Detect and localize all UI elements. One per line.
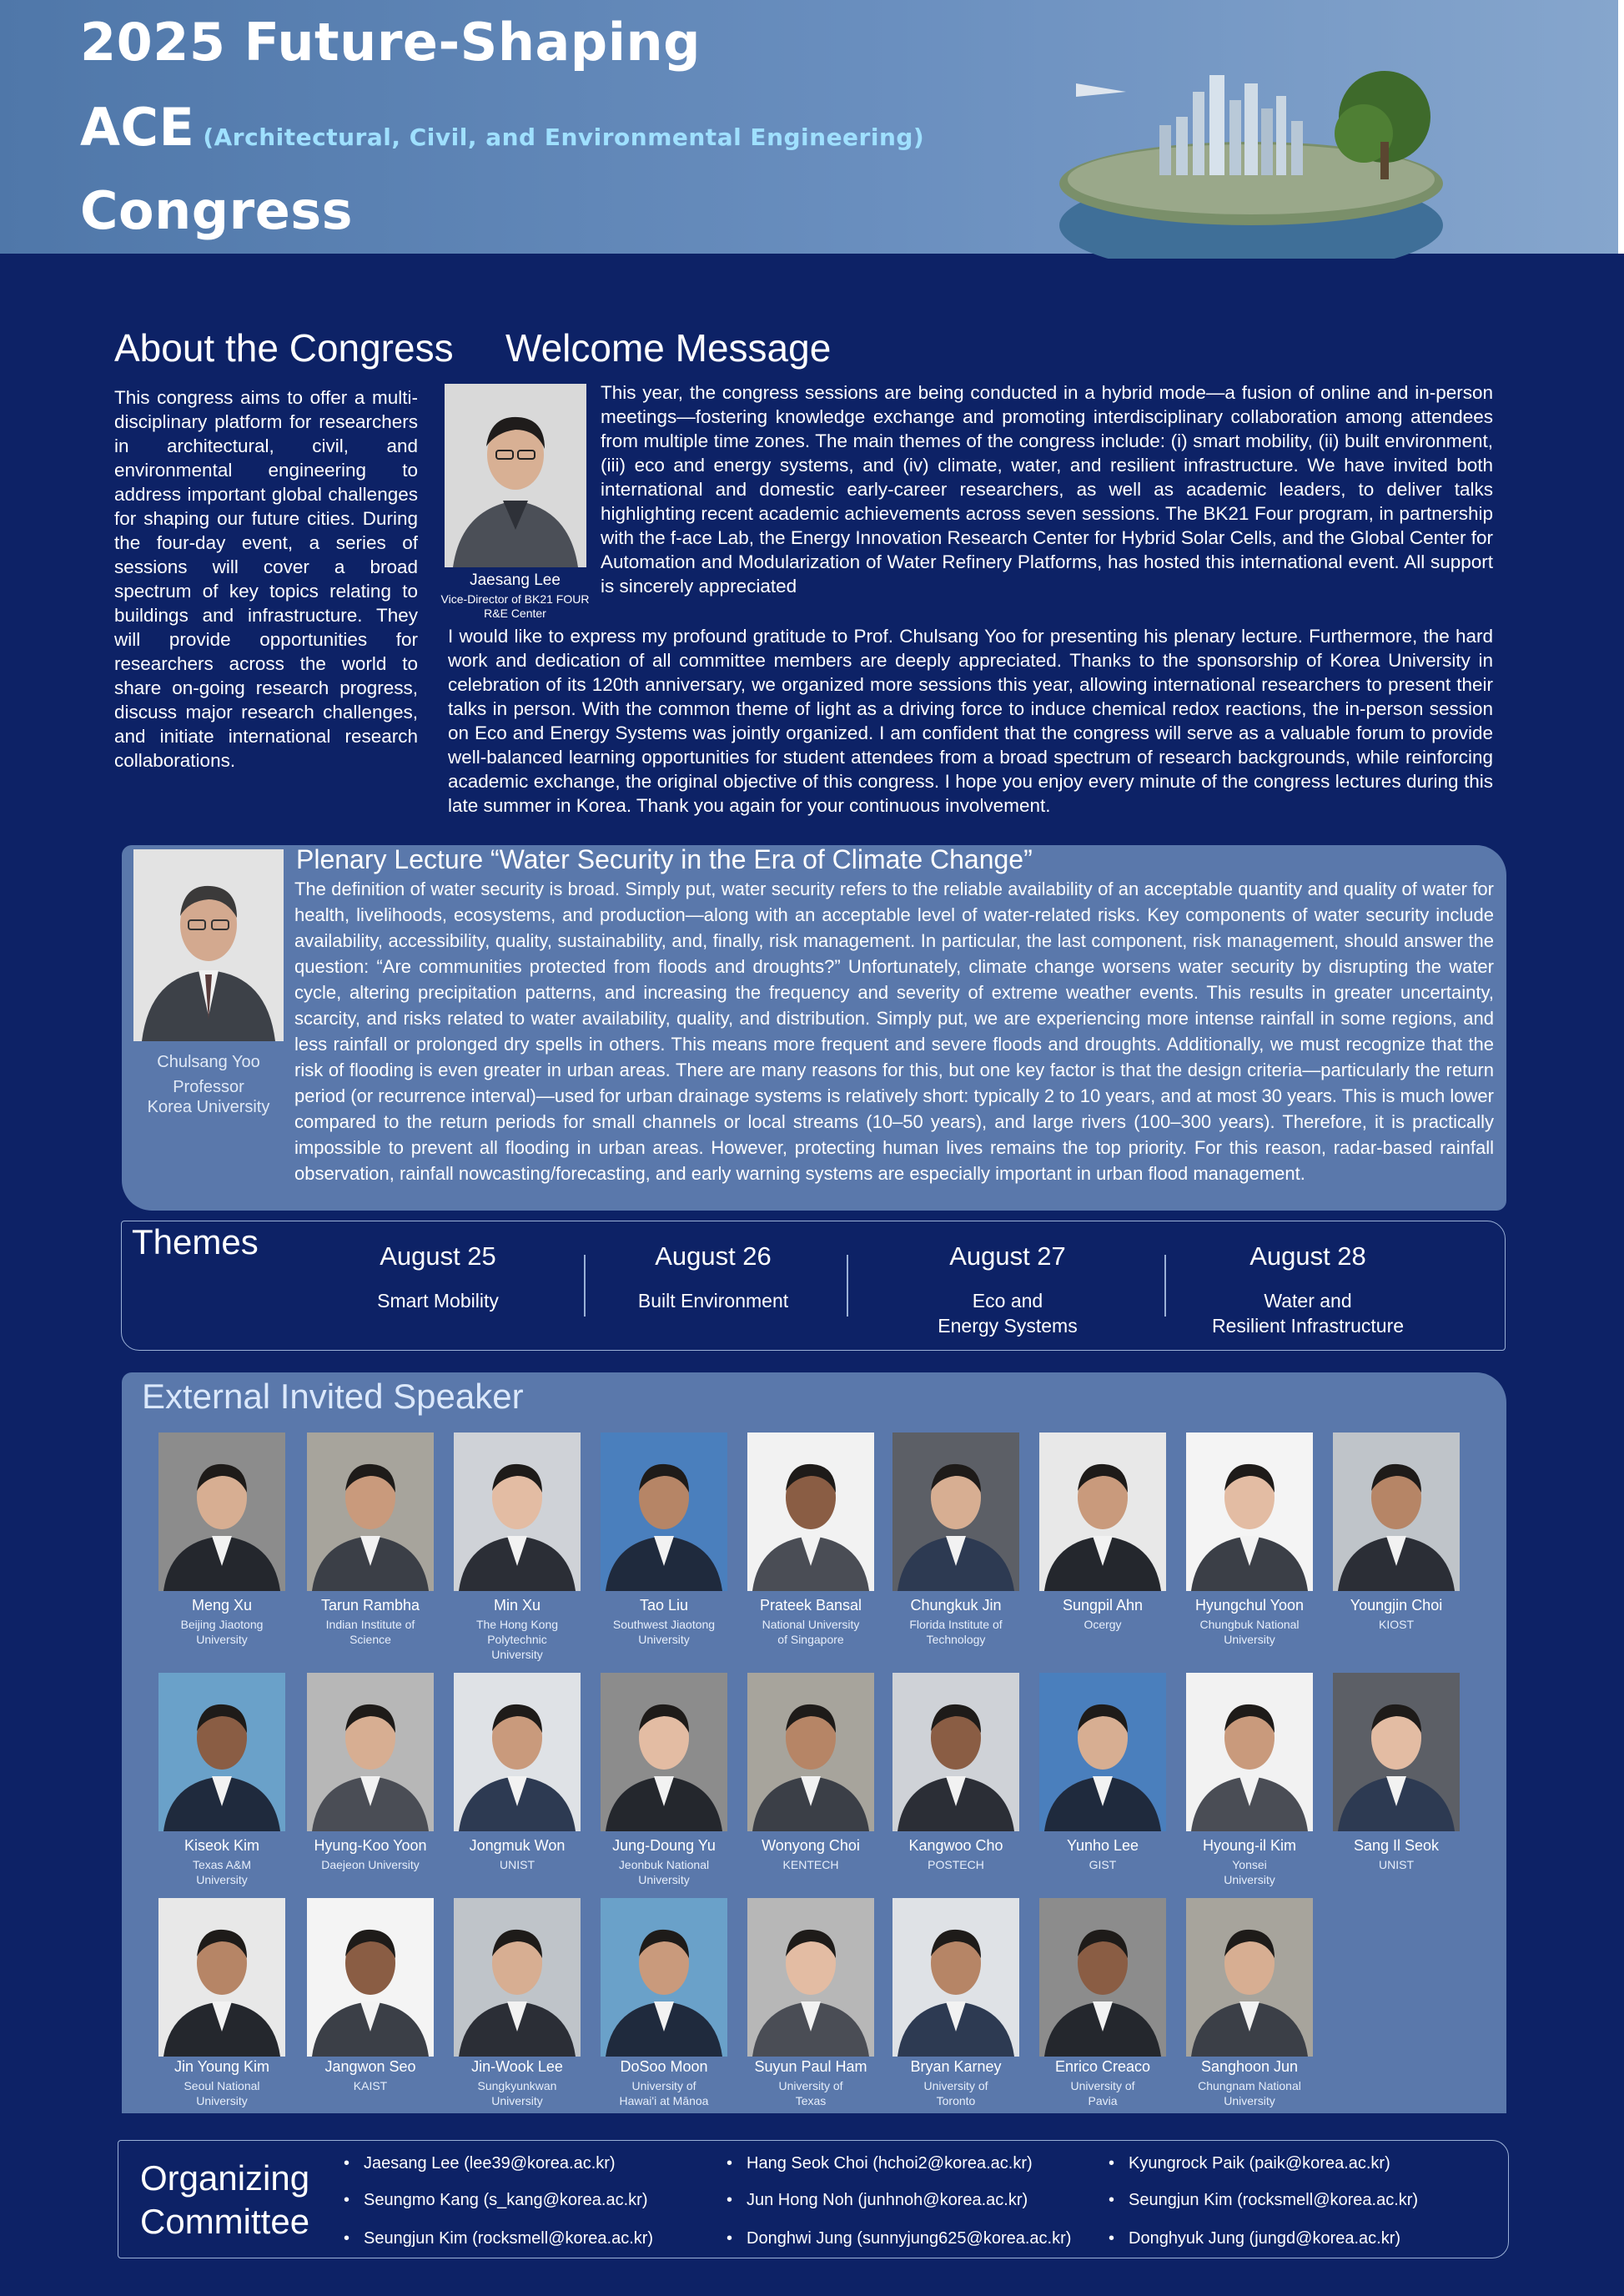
speaker-photo bbox=[158, 1432, 285, 1591]
welcome-person-name: Jaesang Lee bbox=[470, 571, 561, 589]
speaker-affiliation: National University of Singapore bbox=[762, 1618, 860, 1646]
theme-column bbox=[571, 1241, 855, 1313]
speaker-name: Tarun Rambha bbox=[320, 1597, 420, 1614]
committee-member: • Hang Seok Choi (hchoi2@korea.ac.kr) bbox=[747, 2154, 1033, 2173]
speaker-name: Jin-Wook Lee bbox=[471, 2058, 563, 2075]
welcome-person-title: Vice-Director of BK21 FOUR R&E Center bbox=[440, 592, 590, 620]
speaker-affiliation: Indian Institute of Science bbox=[325, 1618, 415, 1646]
title-line-1: 2025 Future-Shaping bbox=[80, 12, 701, 73]
speaker-photo bbox=[747, 1432, 874, 1591]
theme-date: August 26 bbox=[655, 1241, 772, 1271]
jaesang-lee-photo bbox=[445, 384, 586, 567]
plenary-speaker-role: Professor bbox=[173, 1078, 244, 1096]
speaker-affiliation: Texas A&M University bbox=[192, 1858, 252, 1886]
speaker-photo bbox=[454, 1432, 581, 1591]
theme-topic: Water and Resilient Infrastructure bbox=[1211, 1290, 1405, 1337]
theme-divider bbox=[1164, 1255, 1166, 1317]
speaker-name: Youngjin Choi bbox=[1350, 1597, 1443, 1614]
speaker-photo bbox=[601, 1898, 727, 2057]
speaker-photo bbox=[1039, 1898, 1166, 2057]
speaker-name: Jangwon Seo bbox=[324, 2058, 416, 2075]
speaker-affiliation: Chungbuk National University bbox=[1199, 1618, 1300, 1646]
speaker-affiliation: Beijing Jiaotong University bbox=[180, 1618, 264, 1646]
speaker-name: Kangwoo Cho bbox=[908, 1837, 1003, 1854]
speaker-name: Bryan Karney bbox=[910, 2058, 1002, 2075]
speaker-photo bbox=[1333, 1432, 1460, 1591]
speaker-name: Meng Xu bbox=[191, 1597, 253, 1614]
speaker-name: DoSoo Moon bbox=[620, 2058, 708, 2075]
committee-member: • Seungjun Kim (rocksmell@korea.ac.kr) bbox=[364, 2229, 653, 2248]
speaker-name: Chungkuk Jin bbox=[910, 1597, 1002, 1614]
speaker-affiliation: POSTECH bbox=[928, 1858, 984, 1871]
speaker-affiliation: Yonsei University bbox=[1224, 1858, 1275, 1886]
speaker-affiliation: Sungkyunkwan University bbox=[477, 2079, 557, 2107]
theme-topic: Eco and Energy Systems bbox=[938, 1290, 1078, 1337]
speaker-affiliation: Daejeon University bbox=[321, 1858, 420, 1871]
speaker-affiliation: Ocergy bbox=[1084, 1618, 1122, 1631]
speaker-affiliation: Jeonbuk National University bbox=[618, 1858, 710, 1886]
theme-column bbox=[866, 1241, 1149, 1338]
theme-column bbox=[296, 1241, 580, 1313]
speaker-affiliation: University of Pavia bbox=[1070, 2079, 1135, 2107]
speakers-heading: External Invited Speaker bbox=[142, 1377, 524, 1416]
speaker-photo bbox=[307, 1898, 434, 2057]
speaker-photo bbox=[1186, 1432, 1313, 1591]
speaker-name: Hyoung-il Kim bbox=[1202, 1837, 1297, 1854]
title-line-3: Congress bbox=[80, 180, 354, 241]
organizing-heading-line-1: Organizing bbox=[140, 2158, 310, 2198]
speaker-name: Tao Liu bbox=[639, 1597, 689, 1614]
welcome-paragraph-2: I would like to express my profound gratitude to Prof. Chulsang Yoo for presenting his plenary lecture. Furthermore, the hard work and dedication of all committee members are deeply appreciated. Thanks to the sponsorship of Korea University in celebration of its 120th anniversary, we organized more sessions this year, allowing international researchers to present their talks in person. With the common theme of light as a driving force to induce chemical redox reactions, the in-person session on Eco and Energy Systems was jointly organized. I am confident that the congress will serve as a valuable forum to provide well-balanced learning opportunities for student attendees from a broad spectrum of research backgrounds, while reinforcing academic exchange, the original objective of this congress. I hope you enjoy every minute of the congress lectures during this late summer in Korea. Thank you again for your continuous involvement. bbox=[448, 626, 1493, 816]
theme-topic: Smart Mobility bbox=[377, 1290, 499, 1312]
theme-date: August 25 bbox=[380, 1241, 496, 1271]
organizing-heading bbox=[140, 2157, 309, 2243]
speaker-photo bbox=[892, 1432, 1019, 1591]
plenary-text: The definition of water security is broad. Simply put, water security refers to the reliable availability of an acceptable quantity and quality of water for health, livelihoods, ecosystems, and production—along with an acceptable level of water-related risks. Key components of water security include availability, accessibility, quality, sustainability, and, finally, risk management. In particular, the last component, risk management, should answer the question: “Are communities protected from floods and droughts?” Unfortunately, climate change worsens water security by disrupting the water cycle, altering precipitation patterns, and increasing the frequency and severity of extreme weather events. This results in greater uncertainty, scarcity, and risks related to water availability, quality, and distribution. Simply put, we are experiencing more intense rainfall in some regions, and less rainfall or prolonged dry spells in others. This means more frequent and severe floods and droughts. Additionally, we must recognize that the risk of flooding is even greater in urban areas. There are many reasons for this, but one key factor is that the design criteria—particularly the return period (or recurrence interval)—used for urban drainage systems is relatively short: typically 2 to 10 years, and at most 30 years. This is much lower compared to the return periods for small channels or local streams (10–50 years), and large rivers (100–300 years). Therefore, it is practically impossible to prevent all flooding in urban areas. However, protecting human lives remains the top priority. For this reason, radar-based rainfall observation, rainfall nowcasting/forecasting, and early warning systems are especially important in urban flood management. bbox=[294, 879, 1494, 1184]
speaker-name: Min Xu bbox=[493, 1597, 541, 1614]
speaker-name: Hyungchul Yoon bbox=[1194, 1597, 1305, 1614]
speaker-affiliation: University of Toronto bbox=[923, 2079, 988, 2107]
committee-member: • Jun Hong Noh (junhnoh@korea.ac.kr) bbox=[747, 2191, 1028, 2210]
about-heading: About the Congress bbox=[114, 326, 454, 370]
welcome-heading: Welcome Message bbox=[505, 326, 832, 370]
theme-column bbox=[1166, 1241, 1450, 1338]
speaker-photo bbox=[158, 1673, 285, 1831]
plenary-speaker-affiliation: Korea University bbox=[147, 1098, 270, 1116]
committee-member: • Seungjun Kim (rocksmell@korea.ac.kr) bbox=[1129, 2191, 1418, 2210]
speaker-affiliation: KIOST bbox=[1378, 1618, 1414, 1631]
header-banner bbox=[0, 0, 1624, 254]
speaker-photo bbox=[1039, 1432, 1166, 1591]
about-text: This congress aims to offer a multi-disciplinary platform for researchers in architectural, civil, and environmental engineering to address important global challenges for shaping our future cities. During the four-day event, a series of sessions will cover a broad spectrum of key topics relating to buildings and infrastructure. They will provide opportunities for researchers across the world to share on-going research progress, discuss major research challenges, and initiate international research collaborations. bbox=[114, 387, 418, 771]
city-globe-illustration bbox=[1026, 58, 1460, 259]
theme-divider bbox=[584, 1255, 586, 1317]
speaker-photo bbox=[454, 1898, 581, 2057]
organizing-heading-line-2: Committee bbox=[140, 2202, 310, 2241]
speaker-photo bbox=[747, 1898, 874, 2057]
speaker-photo bbox=[601, 1432, 727, 1591]
speaker-name: Wonyong Choi bbox=[762, 1837, 860, 1854]
welcome-paragraph-1: This year, the congress sessions are being conducted in a hybrid mode—a fusion of online and in-person meetings—fostering knowledge exchange and promoting interdisciplinary collaboration among attendees from multiple time zones. The main themes of the congress include: (i) smart mobility, (ii) built environment, (iii) eco and energy systems, and (iv) climate, water, and resilient infrastructure. We have invited both international and domestic early-career researchers, as well as academic leaders, to deliver talks highlighting recent academic achievements across seven sessions. The BK21 Four program, in partnership with the f-ace Lab, the Energy Innovation Research Center for Hybrid Solar Cells, and the Global Center for Automation and Modularization of Water Refinery Platforms, has hosted this international event. All support is sincerely appreciated bbox=[601, 382, 1493, 597]
speaker-affiliation: Southwest Jiaotong University bbox=[612, 1618, 716, 1646]
theme-date: August 27 bbox=[949, 1241, 1066, 1271]
committee-member: • Kyungrock Paik (paik@korea.ac.kr) bbox=[1129, 2154, 1390, 2173]
header-edge bbox=[1618, 0, 1624, 254]
speaker-name: Suyun Paul Ham bbox=[754, 2058, 867, 2075]
theme-topic: Built Environment bbox=[637, 1290, 789, 1312]
speaker-name: Sang Il Seok bbox=[1353, 1837, 1440, 1854]
speaker-affiliation: University of Hawai'i at Mānoa bbox=[619, 2079, 709, 2107]
speaker-photo bbox=[307, 1673, 434, 1831]
speaker-name: Hyung-Koo Yoon bbox=[314, 1837, 427, 1854]
speaker-photo bbox=[307, 1432, 434, 1591]
speaker-photo bbox=[454, 1673, 581, 1831]
speaker-affiliation: Florida Institute of Technology bbox=[909, 1618, 1003, 1646]
speaker-affiliation: Chungnam National University bbox=[1198, 2079, 1301, 2107]
speaker-photo bbox=[1333, 1673, 1460, 1831]
title-ace-subtitle: (Architectural, Civil, and Environmental Engineering) bbox=[203, 123, 925, 151]
plenary-speaker-name: Chulsang Yoo bbox=[157, 1053, 260, 1071]
speaker-name: Jin Young Kim bbox=[173, 2058, 270, 2075]
title-line-2 bbox=[80, 97, 924, 158]
speaker-affiliation: KENTECH bbox=[782, 1858, 839, 1871]
speaker-name: Jung-Doung Yu bbox=[612, 1837, 716, 1854]
speaker-affiliation: University of Texas bbox=[778, 2079, 843, 2107]
speaker-photo bbox=[892, 1673, 1019, 1831]
speaker-name: Sungpil Ahn bbox=[1062, 1597, 1144, 1614]
speaker-name: Sanghoon Jun bbox=[1200, 2058, 1299, 2075]
speaker-photo bbox=[158, 1898, 285, 2057]
speaker-affiliation: UNIST bbox=[500, 1858, 535, 1871]
themes-heading: Themes bbox=[132, 1222, 259, 1261]
speaker-photo bbox=[1039, 1673, 1166, 1831]
speaker-affiliation: The Hong Kong Polytechnic University bbox=[475, 1618, 559, 1661]
speaker-affiliation: GIST bbox=[1089, 1858, 1117, 1871]
speaker-name: Yunho Lee bbox=[1066, 1837, 1139, 1854]
speaker-photo bbox=[892, 1898, 1019, 2057]
speaker-photo bbox=[601, 1673, 727, 1831]
speaker-photo bbox=[1186, 1673, 1313, 1831]
committee-member: • Seungmo Kang (s_kang@korea.ac.kr) bbox=[364, 2191, 647, 2210]
speaker-affiliation: Seoul National University bbox=[184, 2079, 260, 2107]
committee-member: • Donghwi Jung (sunnyjung625@korea.ac.kr) bbox=[747, 2229, 1071, 2248]
speaker-affiliation: UNIST bbox=[1379, 1858, 1414, 1871]
theme-date: August 28 bbox=[1249, 1241, 1366, 1271]
committee-member: • Donghyuk Jung (jungd@korea.ac.kr) bbox=[1129, 2229, 1400, 2248]
speaker-name: Kiseok Kim bbox=[184, 1837, 260, 1854]
committee-member: • Jaesang Lee (lee39@korea.ac.kr) bbox=[364, 2154, 616, 2173]
title-ace: ACE bbox=[80, 97, 195, 158]
speaker-name: Prateek Bansal bbox=[759, 1597, 862, 1614]
plenary-title: Plenary Lecture “Water Security in the Era of Climate Change” bbox=[296, 844, 1033, 874]
chulsang-yoo-photo bbox=[133, 849, 284, 1041]
speaker-affiliation: KAIST bbox=[353, 2079, 388, 2092]
speaker-name: Jongmuk Won bbox=[469, 1837, 566, 1854]
speaker-photo bbox=[1186, 1898, 1313, 2057]
speaker-photo bbox=[747, 1673, 874, 1831]
theme-divider bbox=[847, 1255, 848, 1317]
speaker-name: Enrico Creaco bbox=[1054, 2058, 1151, 2075]
